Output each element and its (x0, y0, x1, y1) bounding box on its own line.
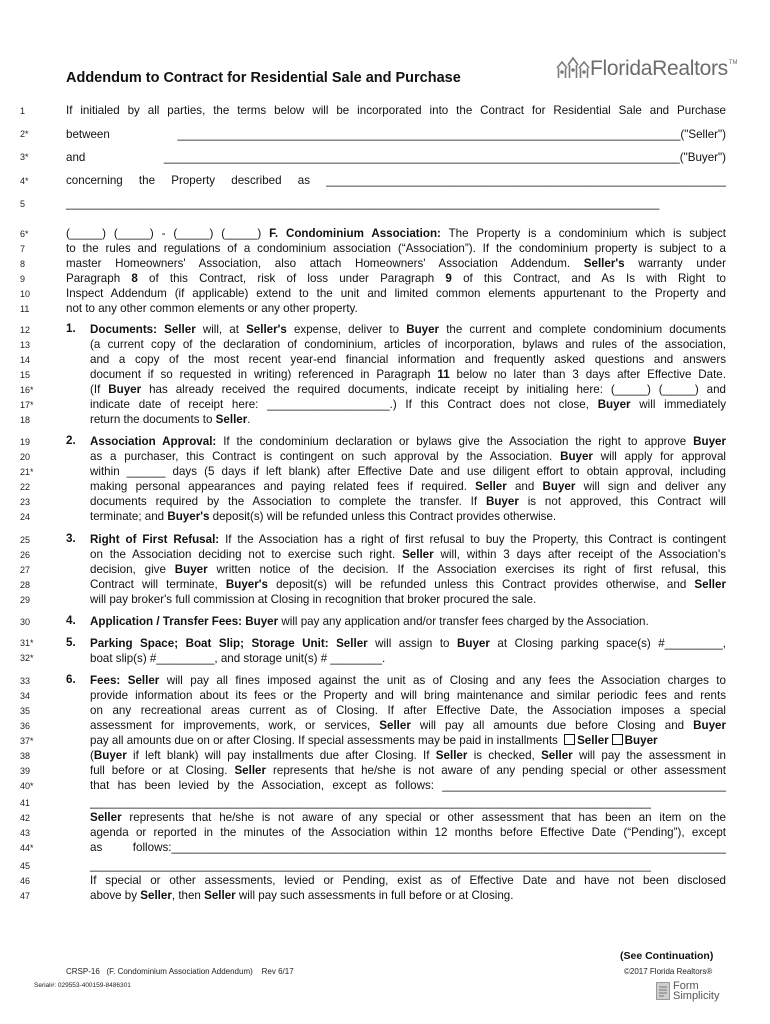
bold-term: Seller (204, 889, 236, 902)
line-number: 9 (20, 274, 26, 284)
section-f-label: F. Condominium Association: (269, 227, 441, 240)
line-number: 5 (20, 199, 26, 209)
line-number: 6* (20, 229, 29, 239)
formsimplicity-logo (656, 981, 719, 1001)
line-number: 4* (20, 176, 29, 186)
line-number: 43 (20, 828, 31, 838)
section-f-line-2: to the rules and regulations of a condominium association (“Association”). If the condominium property is subject to a (66, 242, 726, 255)
text: , then (171, 889, 205, 902)
text: master Homeowners' Association, also attach Homeowners' Association Addendum. (66, 257, 584, 270)
line-number: 13 (20, 340, 31, 350)
logo-text: FloridaRealtors (590, 57, 728, 80)
p6-line-3: on any recreational areas current as of Closing. If after Effective Date, the Association imposes a special (90, 704, 726, 717)
bold-term: Buyer (542, 480, 576, 493)
text: will immediately (630, 398, 726, 411)
text: will sign and deliver any (575, 480, 726, 493)
p1-line-4 (90, 367, 726, 382)
text: pay all amounts due on or after Closing. If special assessments may be paid in installments (90, 734, 562, 747)
line-number: 8 (20, 259, 26, 269)
text: warranty under (624, 257, 726, 270)
text: represents that he/she is not aware of any pending special or other assessment (266, 764, 726, 777)
paragraph-number: 4. (66, 614, 76, 627)
text: of this Contract, risk of loss under Paragraph (137, 272, 446, 285)
text: is not approved, this Contract will (518, 495, 726, 508)
bold-term: Buyer's (167, 510, 210, 523)
line-number: 18 (20, 415, 31, 425)
bold-term: Seller (379, 719, 411, 732)
p1-line-5 (90, 382, 726, 397)
text: has already received the required documents, indicate receipt by initialing here: (_____) (_____) and (141, 383, 726, 396)
p2-line-6 (90, 509, 556, 524)
paragraph-number: 2. (66, 434, 76, 447)
line-number: 35 (20, 706, 31, 716)
line-number: 14 (20, 355, 31, 365)
p2-line-3: within ______ days (5 days if left blank) after Effective Date and use diligent effort to obtain approval, including (90, 465, 726, 478)
bold-term: Seller (336, 637, 368, 650)
p6-blank-line-1: _______________________________________________________________________________________ (90, 796, 651, 809)
text: will pay the assessment in (572, 749, 726, 762)
text: will, within 3 days after receipt of the Association's (433, 548, 726, 561)
text: will pay all fines imposed against the unit as of Closing and any fees the Association charges to (159, 674, 726, 687)
p6-line-5 (90, 733, 726, 748)
line-number: 10 (20, 289, 31, 299)
bold-term: Buyer (560, 450, 593, 463)
bold-term: Buyer (485, 495, 519, 508)
p3-line-5: will pay broker's full commission at Closing in recognition that broker procured the sale. (90, 593, 537, 606)
text: will apply for approval (592, 450, 726, 463)
text: Contract will terminate, (90, 578, 226, 591)
p2-line-1 (90, 434, 726, 449)
text: Paragraph (66, 272, 132, 285)
text: is checked, (467, 749, 542, 762)
line-number: 31* (20, 638, 34, 648)
line-number: 39 (20, 766, 31, 776)
line-number: 42 (20, 813, 31, 823)
line-number: 15 (20, 370, 31, 380)
text: decision, give (90, 563, 175, 576)
initials-blanks: (_____) (_____) - (_____) (_____) (66, 227, 270, 240)
p3-line-3 (90, 562, 726, 577)
line-number: 30 (20, 617, 31, 627)
text: will pay all amounts due before Closing and (410, 719, 694, 732)
p6-line-11: agenda or reported in the minutes of the Association within 12 months before Effective Date (“Pending”), except (90, 826, 726, 839)
line-number: 21* (20, 467, 34, 477)
line-number: 26 (20, 550, 31, 560)
bold-term: Seller (164, 323, 196, 336)
bold-term: Buyer (406, 323, 440, 336)
text: ( (90, 749, 94, 762)
bold-term: 8 (131, 272, 138, 285)
bold-term: Seller (435, 749, 468, 762)
buyer-blank-line: and ________________________________________________________________________________("Buyer") (66, 151, 726, 164)
line-number: 45 (20, 861, 31, 871)
bold-term: Seller (215, 413, 248, 426)
text: at Closing parking space(s) #_________, (489, 637, 726, 650)
text: will pay such assessments in full before or at Closing. (235, 889, 514, 902)
bold-term: Seller (541, 749, 573, 762)
p6-line-6 (90, 748, 726, 763)
line-number: 16* (20, 385, 34, 395)
bold-term: Buyer (693, 719, 726, 732)
p2-line-4 (90, 479, 726, 494)
section-f-line-1 (66, 226, 726, 241)
formsimplicity-text (673, 981, 719, 1001)
bold-term: Seller's (583, 257, 625, 270)
text: If the condominium declaration or bylaws give the Association the right to approve (216, 435, 694, 448)
bold-term: Buyer's (225, 578, 268, 591)
bold-term: Seller's (246, 323, 287, 336)
section-f-line-6: not to any other common elements or any other property. (66, 302, 358, 315)
line-number: 32* (20, 653, 34, 663)
p6-line-4 (90, 718, 726, 733)
property-line-2: ____________________________________________________________________________________________ (66, 197, 660, 210)
bold-term: Seller (127, 674, 160, 687)
bold-term: Seller (402, 548, 434, 561)
p6-line-1 (90, 673, 726, 688)
bold-term: Seller (234, 764, 267, 777)
document-icon (656, 982, 670, 1000)
text: of this Contract, and As Is with Right to (451, 272, 726, 285)
form-revision: Rev 6/17 (261, 967, 294, 976)
section-f-line-3 (66, 256, 726, 271)
text: document if so requested in writing) referenced in Paragraph (90, 368, 438, 381)
bold-term: Buyer (174, 563, 208, 576)
paragraph-number: 6. (66, 673, 76, 686)
p1-line-1 (90, 322, 726, 337)
florida-realtors-logo (556, 56, 738, 80)
p6-label: Fees: (90, 674, 121, 687)
line-number: 11 (20, 304, 30, 314)
bold-term: 9 (445, 272, 452, 285)
line-number: 23 (20, 497, 31, 507)
text: indicate date of receipt here: ___________________.) If this Contract does not close, (90, 398, 598, 411)
bold-term: Seller (577, 734, 609, 747)
bold-term: Buyer (597, 398, 631, 411)
p6-line-12: as follows:______________________________________________________________________________________ (90, 841, 726, 854)
line-number: 1 (20, 106, 26, 116)
houses-icon (556, 56, 590, 80)
see-continuation: (See Continuation) (620, 950, 714, 962)
p1-line-7 (90, 412, 251, 427)
p6-line-7 (90, 763, 726, 778)
text: deposit(s) will be refunded unless this Contract provides otherwise. (209, 510, 557, 523)
p4-label: Application / Transfer Fees: (90, 615, 243, 628)
line-number: 12 (20, 325, 31, 335)
text: on the Association deciding not to exercise such right. (90, 548, 403, 561)
line-number: 7 (20, 244, 26, 254)
text: represents that he/she is not aware of any special or other assessment that has been an item on the (121, 811, 726, 824)
seller-blank-line: between ______________________________________________________________________________("Seller") (66, 128, 726, 141)
bold-term: Buyer (457, 637, 490, 650)
p6-line-14: If special or other assessments, levied or Pending, exist as of Effective Date and have not been disclosed (90, 874, 726, 887)
line-number: 34 (20, 691, 31, 701)
fs-line-2: Simplicity (673, 990, 720, 1002)
text: the current and complete condominium documents (439, 323, 727, 336)
p3-label: Right of First Refusal: (90, 533, 220, 546)
bold-term: 11 (437, 368, 450, 381)
bold-term: Buyer (245, 615, 279, 628)
bold-term: Buyer (624, 734, 658, 747)
logo-tm: TM (728, 60, 738, 66)
p6-line-10 (90, 810, 726, 825)
paragraph-number: 3. (66, 532, 76, 545)
bold-term: Seller (140, 889, 172, 902)
line-number: 22 (20, 482, 31, 492)
line-number: 46 (20, 876, 31, 886)
line-number: 44* (20, 843, 34, 853)
text: full before or at Closing. (90, 764, 235, 777)
bold-term: Buyer (108, 383, 142, 396)
seller-checkbox[interactable] (564, 734, 575, 745)
text: expense, deliver to (286, 323, 407, 336)
serial-number: Serial#: 029553-400159-8486301 (34, 982, 131, 989)
p2-line-5 (90, 494, 726, 509)
line-number: 38 (20, 751, 31, 761)
p6-line-15 (90, 888, 513, 903)
p1-line-6 (90, 397, 726, 412)
text: . (247, 413, 251, 426)
p5-label: Parking Space; Boat Slip; Storage Unit: (90, 637, 329, 650)
text: above by (90, 889, 141, 902)
text: If the Association has a right of first refusal to buy the Property, this Contract is contingent (219, 533, 726, 546)
p1-line-2: (a current copy of the declaration of condominium, articles of incorporation, bylaws and rules of the association, (90, 338, 726, 351)
p3-line-4 (90, 577, 726, 592)
paragraph-number: 5. (66, 636, 76, 649)
line-number: 27 (20, 565, 31, 575)
form-name: (F. Condominium Association Addendum) (106, 967, 253, 976)
section-f-line-5: Inspect Addendum (if applicable) extend to the unit and limited common elements appurtenant to the Property and (66, 287, 726, 300)
section-f-line-4 (66, 271, 726, 286)
section-f-text: The Property is a condominium which is subject (440, 227, 727, 240)
line-number: 17* (20, 400, 34, 410)
line-number: 41 (20, 798, 31, 808)
text: deposit(s) will be refunded unless this Contract provides otherwise, and (267, 578, 695, 591)
property-line: concerning the Property described as ______________________________________________________________ (66, 174, 726, 187)
text: (If (90, 383, 109, 396)
buyer-checkbox[interactable] (612, 734, 623, 745)
p3-line-2 (90, 547, 726, 562)
p2-line-2 (90, 449, 726, 464)
text: as a purchaser, this Contract is contingent on such approval by the Association. (90, 450, 561, 463)
p5-line-1 (90, 636, 726, 651)
text: making personal appearances and paying related fees if required. (90, 480, 476, 493)
form-id: CRSP-16 (66, 967, 100, 976)
p6-line-2: provide information about its fees or the Property and will bring maintenance and similar periodic fees and rents (90, 689, 726, 702)
text: documents required by the Association to complete the transfer. If (90, 495, 486, 508)
p1-label: Documents: (90, 323, 157, 336)
line-number: 20 (20, 452, 31, 462)
p2-label: Association Approval: (90, 435, 217, 448)
p6-line-8: that has been levied by the Association, except as follows: ____________________________________________ (90, 779, 726, 792)
bold-term: Seller (475, 480, 507, 493)
text: terminate; and (90, 510, 168, 523)
text: will assign to (367, 637, 458, 650)
bold-term: Seller (90, 811, 122, 824)
page-title: Addendum to Contract for Residential Sale and Purchase (66, 70, 461, 86)
copyright: ©2017 Florida Realtors® (624, 967, 713, 976)
text: below no later than 3 days after Effective Date. (449, 368, 726, 381)
line-number: 36 (20, 721, 31, 731)
p4-line-1 (90, 614, 649, 629)
text: will pay any application and/or transfer fees charged by the Association. (278, 615, 649, 628)
text: return the documents to (90, 413, 216, 426)
intro-line-1: If initialed by all parties, the terms below will be incorporated into the Contract for Residential Sale and Purchase (66, 104, 726, 117)
text: assessment for improvements, work, or services, (90, 719, 380, 732)
bold-term: Buyer (693, 435, 726, 448)
p3-line-1 (90, 532, 726, 547)
bold-term: Buyer (93, 749, 127, 762)
line-number: 28 (20, 580, 31, 590)
line-number: 3* (20, 152, 29, 162)
line-number: 29 (20, 595, 31, 605)
line-number: 2* (20, 129, 29, 139)
line-number: 33 (20, 676, 31, 686)
form-id-line (66, 967, 294, 976)
p1-line-3: and a copy of the most recent year-end financial information and frequently asked questions and answers (90, 353, 726, 366)
line-number: 40* (20, 781, 34, 791)
paragraph-number: 1. (66, 322, 76, 335)
p6-blank-line-2: _______________________________________________________________________________________ (90, 859, 651, 872)
p5-line-2: boat slip(s) #_________, and storage unit(s) # ________. (90, 652, 386, 665)
line-number: 25 (20, 535, 31, 545)
line-number: 47 (20, 891, 31, 901)
line-number: 37* (20, 736, 34, 746)
text: written notice of the decision. If the Association exercises its right of first refusal, this (207, 563, 726, 576)
text: if left blank) will pay installments due after Closing. If (126, 749, 436, 762)
text: will, at (195, 323, 247, 336)
fs-line-1: Form (673, 980, 699, 992)
bold-term: Seller (694, 578, 726, 591)
line-number: 19 (20, 437, 31, 447)
line-number: 24 (20, 512, 31, 522)
text: and (506, 480, 543, 493)
